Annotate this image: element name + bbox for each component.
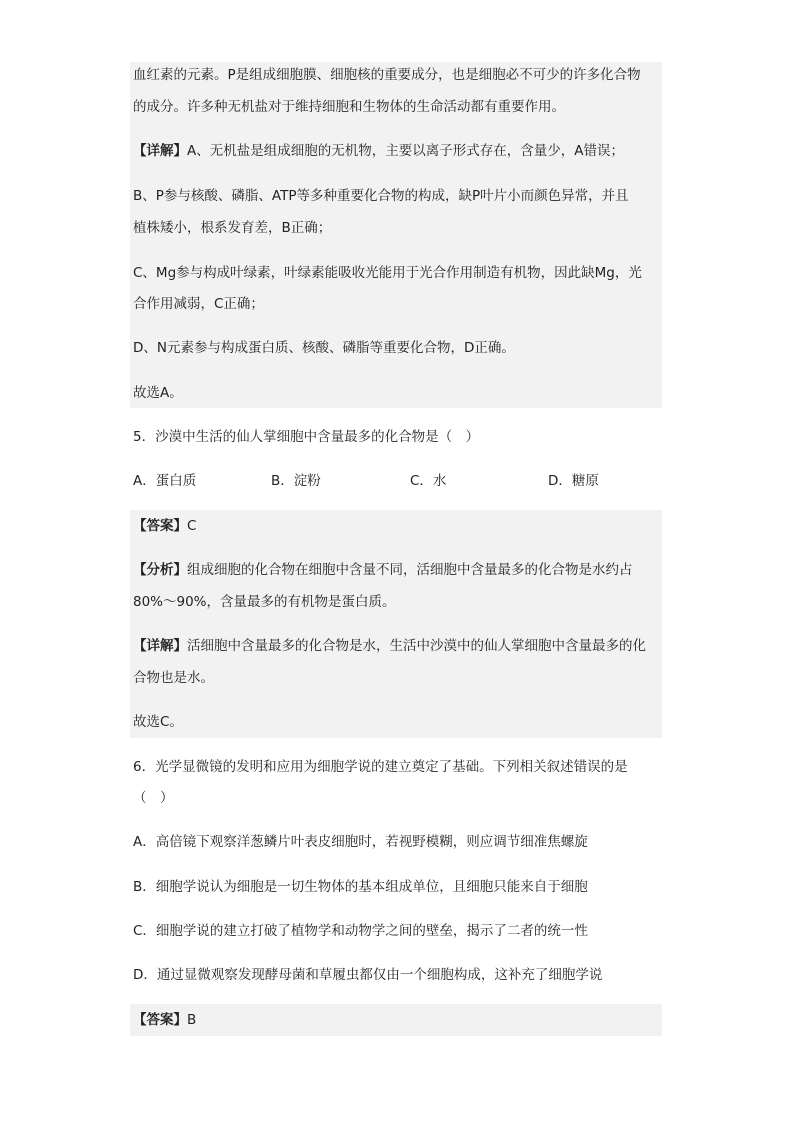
detail-tag: 【详解】 (133, 638, 187, 654)
detail-line (133, 636, 646, 656)
detail-text: 活细胞中含量最多的化合物是水，生活中沙漠中的仙人掌细胞中含量最多的化 (187, 638, 646, 654)
answer-value: C (187, 518, 197, 534)
detail-line (133, 141, 624, 161)
choose-line: 故选C。 (133, 714, 183, 730)
option-b: B．淀粉 (271, 473, 321, 489)
option-d: D．糖原 (548, 473, 599, 489)
answer-tag: 【答案】 (133, 1012, 187, 1028)
question-stem-cont: （ ） (133, 790, 174, 806)
text-line: C、Mg参与构成叶绿素，叶绿素能吸收光能用于光合作用制造有机物，因此缺Mg，光 (133, 265, 642, 281)
analysis-text: 组成细胞的化合物在细胞中含量不同，活细胞中含量最多的化合物是水约占 (187, 562, 633, 578)
answer-line (133, 1010, 196, 1030)
answer-line (133, 516, 196, 536)
text-line: B、P参与核酸、磷脂、ATP等多种重要化合物的构成，缺P叶片小而颜色异常，并且 (133, 188, 629, 204)
option-b: B．细胞学说认为细胞是一切生物体的基本组成单位，且细胞只能来自于细胞 (133, 879, 588, 895)
text-line: 血红素的元素。P是组成细胞膜、细胞核的重要成分，也是细胞必不可少的许多化合物 (133, 67, 641, 83)
option-d: D．通过显微观察发现酵母菌和草履虫都仅由一个细胞构成，这补充了细胞学说 (133, 967, 603, 983)
analysis-line (133, 560, 633, 580)
question-stem: 5．沙漠中生活的仙人掌细胞中含量最多的化合物是（ ） (133, 429, 480, 445)
text-line: 80%～90%，含量最多的有机物是蛋白质。 (133, 594, 396, 610)
text-line: 合作用减弱，C正确； (133, 296, 264, 312)
detail-text: A、无机盐是组成细胞的无机物，主要以离子形式存在，含量少，A错误； (187, 143, 624, 159)
solution-block-q5 (130, 510, 662, 738)
text-line: 植株矮小，根系发育差，B正确； (133, 220, 332, 236)
answer-tag: 【答案】 (133, 518, 187, 534)
option-a: A．蛋白质 (133, 473, 197, 489)
option-a: A．高倍镜下观察洋葱鳞片叶表皮细胞时，若视野模糊，则应调节细准焦螺旋 (133, 834, 588, 850)
solution-block-q6 (130, 1004, 662, 1036)
choose-line: 故选A。 (133, 385, 183, 401)
text-line: D、N元素参与构成蛋白质、核酸、磷脂等重要化合物，D正确。 (133, 340, 515, 356)
detail-tag: 【详解】 (133, 143, 187, 159)
option-c: C．细胞学说的建立打破了植物学和动物学之间的壁垒，揭示了二者的统一性 (133, 923, 588, 939)
text-line: 合物也是水。 (133, 670, 214, 686)
analysis-tag: 【分析】 (133, 562, 187, 578)
answer-value: B (187, 1012, 197, 1028)
question-stem: 6．光学显微镜的发明和应用为细胞学说的建立奠定了基础。下列相关叙述错误的是 (133, 759, 628, 775)
option-c: C．水 (410, 473, 447, 489)
text-line: 的成分。许多种无机盐对于维持细胞和生物体的生命活动都有重要作用。 (133, 99, 565, 115)
